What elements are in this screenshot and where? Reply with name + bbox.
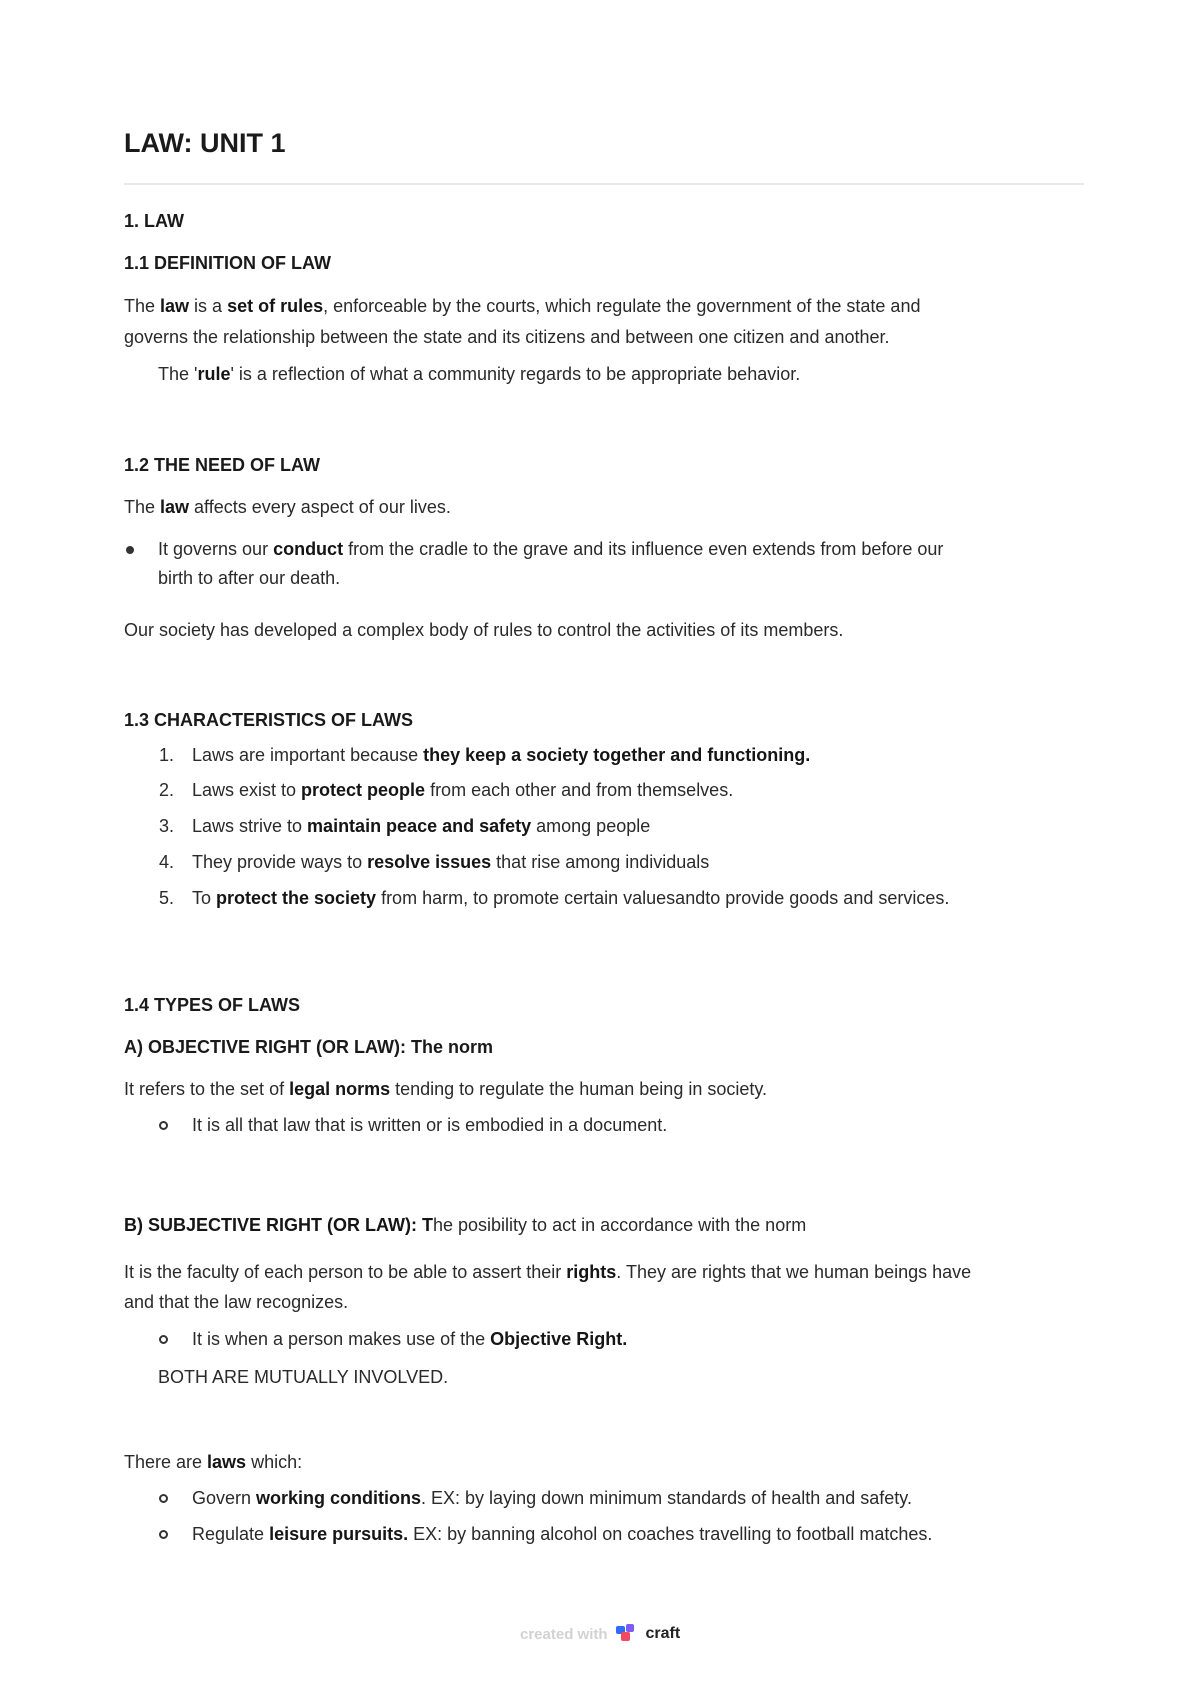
list-item: It is all that law that is written or is embodied in a document. — [192, 1115, 668, 1135]
section-heading-law: 1. LAW — [124, 211, 185, 231]
page-title: LAW: UNIT 1 — [124, 128, 286, 158]
subjective-right-paragraph-line2: and that the law recognizes. — [124, 1292, 349, 1312]
bullet-ring-icon — [159, 1530, 168, 1539]
subsection-heading-characteristics: 1.3 CHARACTERISTICS OF LAWS — [124, 710, 414, 730]
footer-brand-name: craft — [645, 1625, 681, 1642]
list-item: Regulate leisure pursuits. EX: by banning alcohol on coaches travelling to football matches. — [192, 1524, 933, 1544]
list-item: Govern working conditions. EX: by laying down minimum standards of health and safety. — [192, 1488, 912, 1508]
list-item: Laws strive to maintain peace and safety among people — [192, 816, 651, 836]
subsection-heading-types: 1.4 TYPES OF LAWS — [124, 995, 301, 1015]
bullet-ring-icon — [159, 1335, 168, 1344]
footer-brand — [520, 1624, 680, 1644]
subjective-right-paragraph: It is the faculty of each person to be able to assert their rights. They are rights that we human beings have — [124, 1262, 972, 1282]
list-item: To protect the society from harm, to promote certain valuesandto provide goods and services. — [192, 888, 950, 908]
need-paragraph: The law affects every aspect of our lives. — [124, 497, 451, 517]
list-item: Laws exist to protect people from each other and from themselves. — [192, 780, 734, 800]
society-paragraph: Our society has developed a complex body of rules to control the activities of its members. — [124, 620, 844, 640]
bullet-dot-icon — [126, 546, 134, 554]
objective-right-heading: A) OBJECTIVE RIGHT (OR LAW): The norm — [124, 1037, 493, 1057]
subsection-heading-definition: 1.1 DEFINITION OF LAW — [124, 253, 332, 273]
list-item-line2: birth to after our death. — [158, 568, 341, 588]
list-item-number: 5. — [158, 888, 174, 908]
list-item: It is when a person makes use of the Objective Right. — [192, 1329, 628, 1349]
list-item-number: 4. — [158, 852, 174, 872]
footer-created-with: created with — [520, 1625, 608, 1643]
list-item: They provide ways to resolve issues that rise among individuals — [192, 852, 710, 872]
bullet-ring-icon — [159, 1494, 168, 1503]
bullet-ring-icon — [159, 1121, 168, 1130]
list-item-number: 1. — [158, 745, 174, 765]
list-item: It governs our conduct from the cradle to the grave and its influence even extends from before our — [158, 539, 944, 559]
list-item-number: 2. — [158, 780, 174, 800]
laws-intro-paragraph: There are laws which: — [124, 1452, 303, 1472]
subjective-right-heading: B) SUBJECTIVE RIGHT (OR LAW): The posibility to act in accordance with the norm — [124, 1215, 807, 1235]
list-item-number: 3. — [158, 816, 174, 836]
list-item: Laws are important because they keep a society together and functioning. — [192, 745, 811, 765]
objective-right-paragraph: It refers to the set of legal norms tending to regulate the human being in society. — [124, 1079, 768, 1099]
subsection-heading-need: 1.2 THE NEED OF LAW — [124, 455, 321, 475]
rule-paragraph: The 'rule' is a reflection of what a community regards to be appropriate behavior. — [158, 364, 801, 384]
mutual-note: BOTH ARE MUTUALLY INVOLVED. — [158, 1367, 449, 1387]
craft-logo-icon — [616, 1624, 638, 1644]
definition-paragraph-line2: governs the relationship between the state and its citizens and between one citizen and another. — [124, 327, 890, 347]
definition-paragraph: The law is a set of rules, enforceable by the courts, which regulate the government of the state and — [124, 296, 921, 316]
title-divider — [124, 183, 1084, 185]
